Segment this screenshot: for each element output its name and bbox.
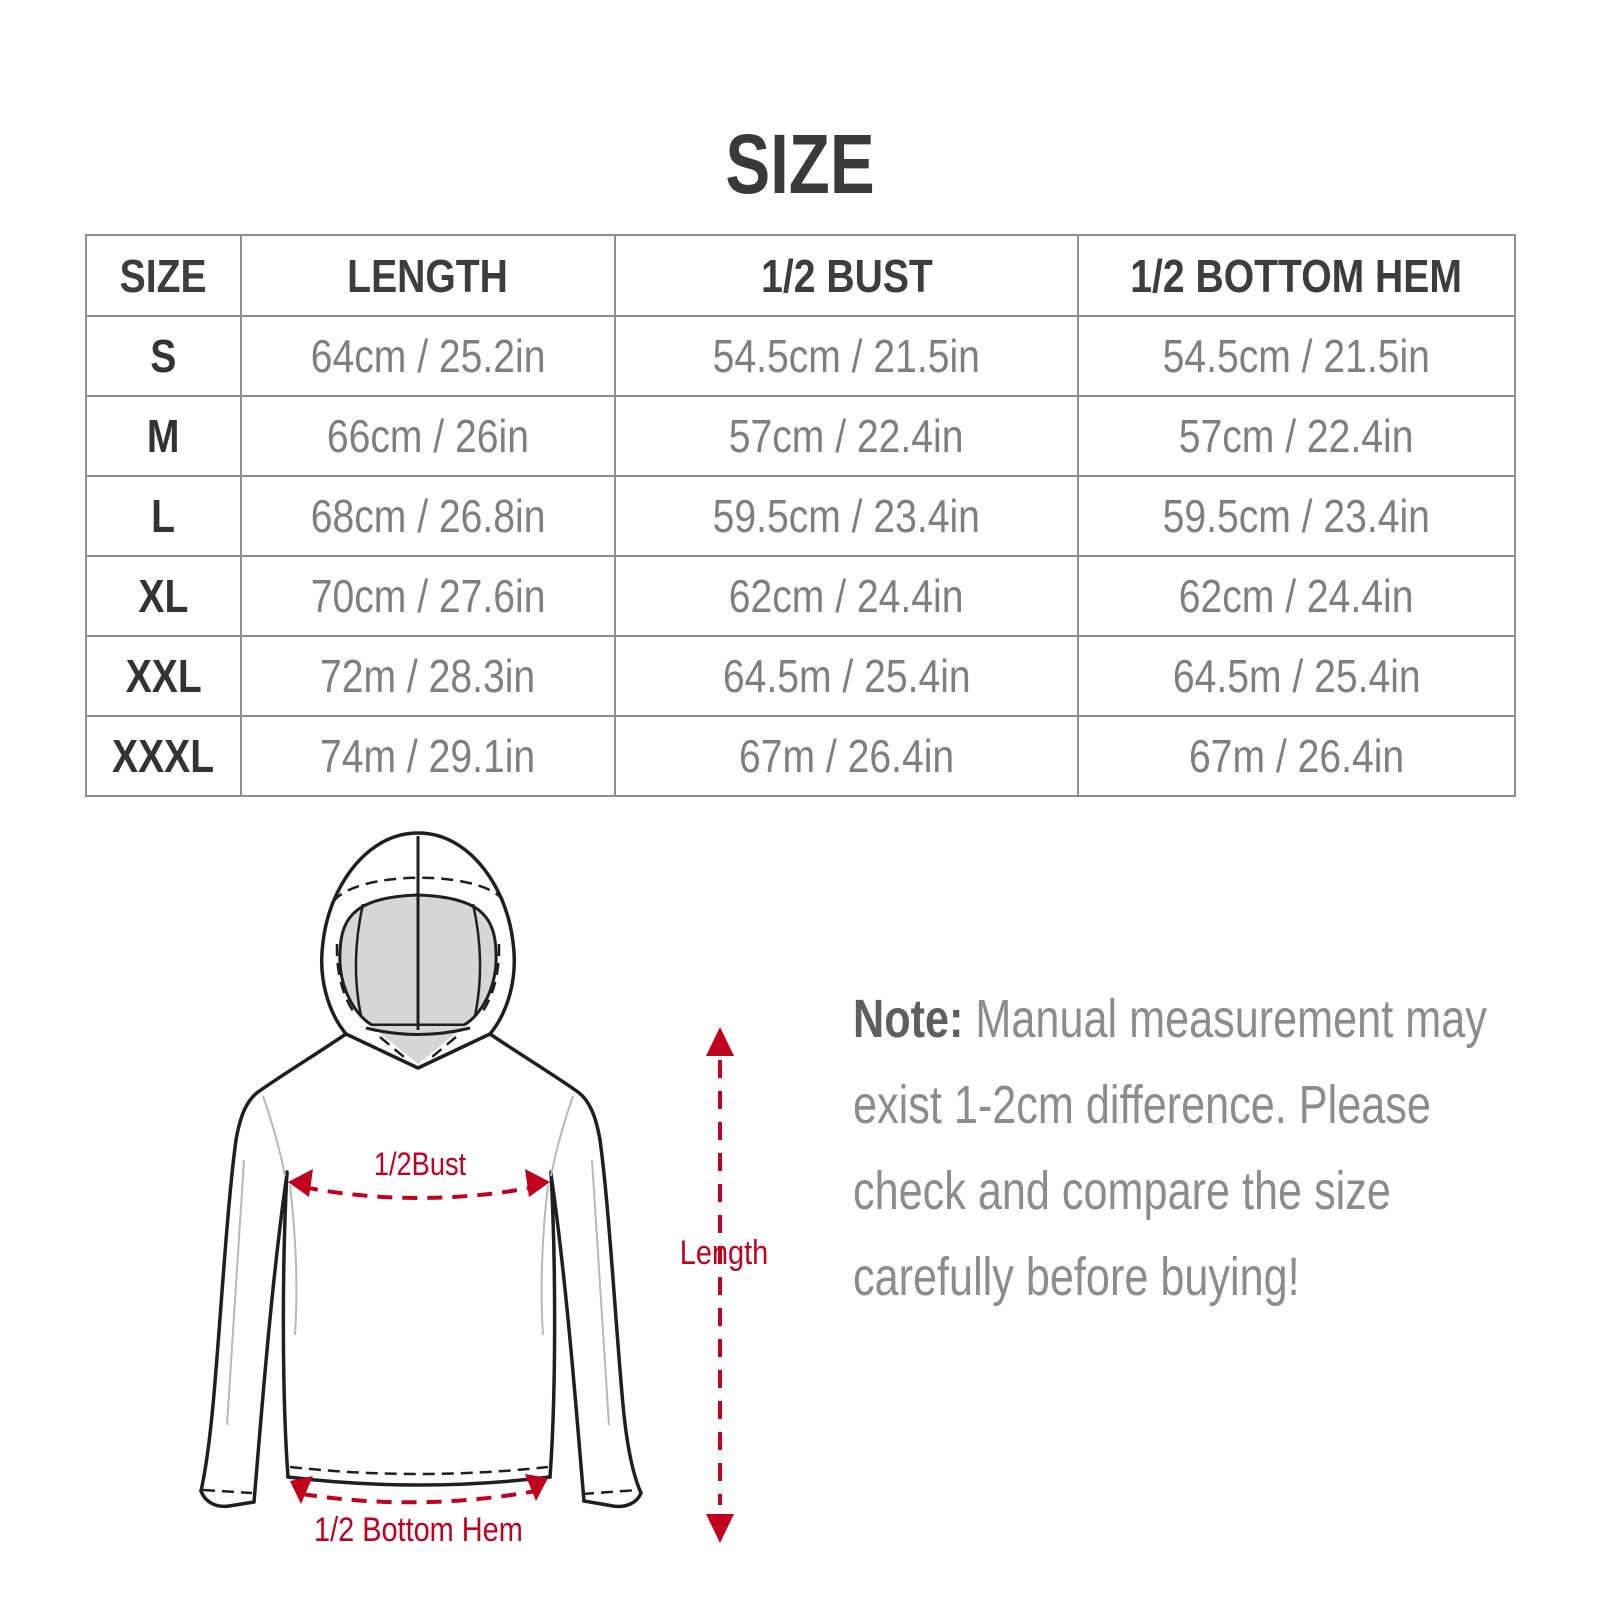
note-line: exist 1-2cm difference. Please — [853, 1075, 1431, 1135]
hem-cell: 54.5cm / 21.5in — [1078, 316, 1515, 396]
header-half-bust: 1/2 BUST — [615, 235, 1078, 316]
size-cell: S — [86, 316, 241, 396]
size-cell: XXL — [86, 636, 241, 716]
table-header-row — [86, 235, 1515, 316]
table-row — [86, 476, 1515, 556]
hood-outline — [322, 833, 515, 1068]
hood-dashed-seam-left — [337, 944, 356, 1015]
shoulder-left — [236, 1034, 346, 1140]
hem-arrowhead-right — [525, 1474, 548, 1501]
hem-cell: 67m / 26.4in — [1078, 716, 1515, 796]
table-row — [86, 716, 1515, 796]
hood-dashed-seam-right — [480, 944, 499, 1015]
size-table — [85, 234, 1516, 797]
length-arrowhead-down — [706, 1514, 734, 1543]
size-cell: XXXL — [86, 716, 241, 796]
bust-cell: 57cm / 22.4in — [615, 396, 1078, 476]
hem-cell: 64.5m / 25.4in — [1078, 636, 1515, 716]
chin-seam — [366, 1028, 470, 1035]
collar-dash-left — [380, 1037, 404, 1057]
length-cell: 64cm / 25.2in — [241, 316, 615, 396]
crease-shoulder-left — [263, 1096, 285, 1176]
cuff-right — [584, 1493, 641, 1506]
table-row — [86, 556, 1515, 636]
header-half-bottom-hem: 1/2 BOTTOM HEM — [1078, 235, 1515, 316]
length-cell: 72m / 28.3in — [241, 636, 615, 716]
bust-arrowhead-right — [525, 1169, 550, 1197]
note-line: carefully before buying! — [853, 1247, 1300, 1307]
bust-cell: 64.5m / 25.4in — [615, 636, 1078, 716]
bust-cell: 54.5cm / 21.5in — [615, 316, 1078, 396]
sleeve-outer-right — [600, 1140, 641, 1493]
page-title: SIZE — [725, 117, 875, 211]
collar-dash-right — [432, 1037, 456, 1057]
length-cell: 66cm / 26in — [241, 396, 615, 476]
bust-cell: 62cm / 24.4in — [615, 556, 1078, 636]
cuff-dashed-right — [582, 1490, 638, 1494]
length-arrowhead-up — [706, 1027, 734, 1056]
size-cell: M — [86, 396, 241, 476]
hood-lining-chin — [371, 1026, 465, 1064]
sleeve-inner-left — [254, 1174, 287, 1502]
bottom-hem-measure-label: 1/2 Bottom Hem — [314, 1511, 523, 1549]
hem-dashed-seam — [290, 1467, 548, 1474]
bust-cell: 59.5cm / 23.4in — [615, 476, 1078, 556]
header-length: LENGTH — [241, 235, 615, 316]
size-cell: L — [86, 476, 241, 556]
cuff-dashed-left — [203, 1490, 252, 1493]
sleeve-inner-right — [551, 1174, 584, 1501]
hood-dashed-seam-top — [333, 878, 503, 902]
bust-measure-label: 1/2Bust — [373, 1146, 467, 1182]
bust-arrowhead-left — [288, 1169, 313, 1197]
hood-panel-seam-right — [473, 904, 480, 1016]
size-cell: XL — [86, 556, 241, 636]
note-line: Note: Manual measurement may — [853, 989, 1487, 1049]
crease-sleeve-left — [227, 1160, 244, 1425]
shoulder-right — [490, 1034, 600, 1140]
body-side-right — [550, 1172, 555, 1477]
table-row — [86, 396, 1515, 476]
hem-arrowhead-left — [290, 1476, 313, 1504]
hood-lining — [340, 895, 496, 1025]
crease-sleeve-right — [592, 1160, 609, 1425]
bust-cell: 67m / 26.4in — [615, 716, 1078, 796]
hem-arrow-line — [302, 1491, 536, 1502]
cuff-left — [201, 1491, 254, 1506]
table-row — [86, 316, 1515, 396]
crease-shoulder-right — [551, 1096, 573, 1176]
crease-body-right — [542, 1185, 548, 1335]
hem-bottom — [288, 1477, 550, 1485]
measurement-note — [853, 976, 1600, 1320]
hood-panel-seam-left — [356, 904, 363, 1016]
length-cell: 70cm / 27.6in — [241, 556, 615, 636]
note-label: Note: — [853, 989, 964, 1049]
hem-cell: 62cm / 24.4in — [1078, 556, 1515, 636]
sleeve-outer-left — [201, 1140, 236, 1491]
length-measure-label: Length — [679, 1234, 769, 1272]
hem-cell: 57cm / 22.4in — [1078, 396, 1515, 476]
length-cell: 74m / 29.1in — [241, 716, 615, 796]
body-side-left — [283, 1172, 288, 1477]
crease-body-left — [290, 1185, 296, 1335]
table-row — [86, 636, 1515, 716]
hem-cell: 59.5cm / 23.4in — [1078, 476, 1515, 556]
note-line: check and compare the size — [853, 1161, 1391, 1221]
bust-arrow-line — [303, 1187, 535, 1198]
length-cell: 68cm / 26.8in — [241, 476, 615, 556]
header-size: SIZE — [86, 235, 241, 316]
